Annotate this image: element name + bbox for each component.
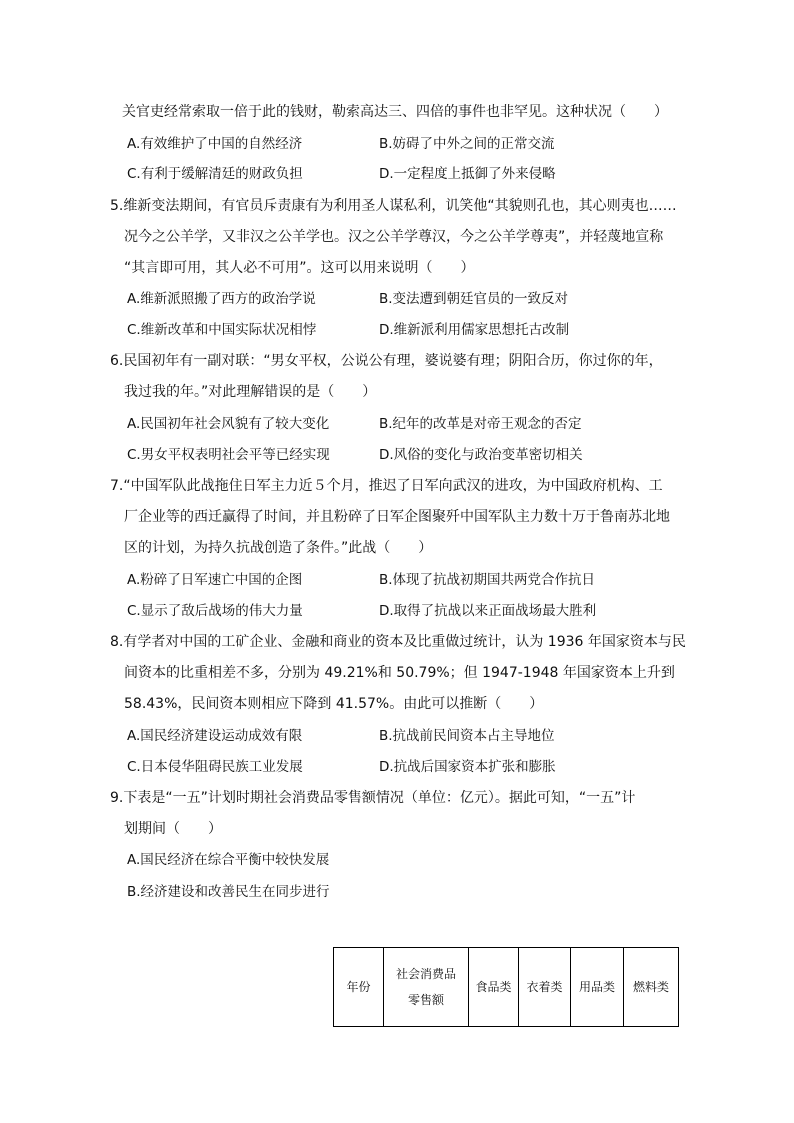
q8-option-c: C.日本侵华阻碍民族工业发展 (127, 759, 303, 775)
q5-stem-line-3: “其言即可用，其人必不可用”。这可以用来说明（ ） (124, 260, 475, 276)
retail-sales-table (333, 947, 679, 1027)
q9-option-b: B.经济建设和改善民生在同步进行 (127, 884, 330, 900)
q5-option-a: A.维新派照搬了西方的政治学说 (127, 291, 316, 307)
table-header-row (334, 948, 679, 1027)
q4-option-b: B.妨碍了中外之间的正常交流 (379, 136, 555, 152)
q8-option-b: B.抗战前民间资本占主导地位 (379, 728, 555, 744)
q7-option-c: C.显示了敌后战场的伟大力量 (127, 603, 303, 619)
q5-option-b: B.变法遭到朝廷官员的一致反对 (379, 291, 569, 307)
q8-stem-line-2: 间资本的比重相差不多，分别为 49.21%和 50.79%；但 1947-1948 年国家资本上升到 (124, 665, 675, 681)
q6-stem-line-1: 6.民国初年有一副对联：“男女平权，公说公有理，婆说婆有理；阴阳合历，你过你的年， (110, 353, 663, 369)
col-food: 食品类 (469, 948, 519, 1027)
q5-stem-line-1: 5.维新变法期间，有官员斥责康有为利用圣人谋私利，讥笑他“其貌则孔也，其心则夷也…… (110, 198, 677, 214)
q9-option-a: A.国民经济在综合平衡中较快发展 (127, 852, 330, 868)
q9-stem-line-1: 9.下表是“一五”计划时期社会消费品零售额情况（单位：亿元）。据此可知，“一五”计 (110, 790, 636, 806)
q6-option-d: D.风俗的变化与政治变革密切相关 (379, 447, 583, 463)
q7-stem-line-1: 7.“中国军队此战拖住日军主力近５个月，推迟了日军向武汉的进攻，为中国政府机构、工 (110, 478, 663, 494)
col-total-retail-line-2: 零售额 (407, 993, 444, 1007)
q8-option-a: A.国民经济建设运动成效有限 (127, 728, 303, 744)
q6-option-c: C.男女平权表明社会平等已经实现 (127, 447, 330, 463)
q8-option-d: D.抗战后国家资本扩张和膨胀 (379, 759, 556, 775)
q5-option-c: C.维新改革和中国实际状况相悖 (127, 322, 317, 338)
q4-stem: 关官吏经常索取一倍于此的钱财，勒索高达三、四倍的事件也非罕见。这种状况（ ） (122, 104, 668, 120)
col-goods: 用品类 (571, 948, 624, 1027)
q8-stem-line-3: 58.43%，民间资本则相应下降到 41.57%。由此可以推断（ ） (124, 696, 544, 712)
col-year: 年份 (334, 948, 384, 1027)
col-fuel: 燃料类 (624, 948, 679, 1027)
col-total-retail-line-1: 社会消费品 (395, 967, 456, 981)
col-clothing: 衣着类 (519, 948, 571, 1027)
q7-stem-line-3: 区的计划，为持久抗战创造了条件。”此战（ ） (124, 540, 433, 556)
q8-stem-line-1: 8.有学者对中国的工矿企业、金融和商业的资本及比重做过统计，认为 1936 年国家资本与民 (110, 634, 686, 650)
q6-option-b: B.纪年的改革是对帝王观念的否定 (379, 416, 582, 432)
q5-stem-line-2: 况今之公羊学，又非汉之公羊学也。汉之公羊学尊汉，今之公羊学尊夷”，并轻蔑地宣称 (124, 229, 664, 245)
q4-option-d: D.一定程度上抵御了外来侵略 (379, 166, 556, 182)
q9-stem-line-2: 划期间（ ） (124, 821, 222, 837)
q4-option-a: A.有效维护了中国的自然经济 (127, 136, 303, 152)
q5-option-d: D.维新派利用儒家思想托古改制 (379, 322, 570, 338)
col-total-retail (384, 948, 469, 1027)
q7-stem-line-2: 厂企业等的西迁赢得了时间，并且粉碎了日军企图聚歼中国军队主力数十万于鲁南苏北地 (124, 509, 670, 525)
q6-stem-line-2: 我过我的年。”对此理解错误的是（ ） (124, 384, 377, 400)
q7-option-d: D.取得了抗战以来正面战场最大胜利 (379, 603, 597, 619)
q6-option-a: A.民国初年社会风貌有了较大变化 (127, 416, 330, 432)
q7-option-a: A.粉碎了日军速亡中国的企图 (127, 572, 303, 588)
q7-option-b: B.体现了抗战初期国共两党合作抗日 (379, 572, 596, 588)
q4-option-c: C.有利于缓解清廷的财政负担 (127, 166, 303, 182)
